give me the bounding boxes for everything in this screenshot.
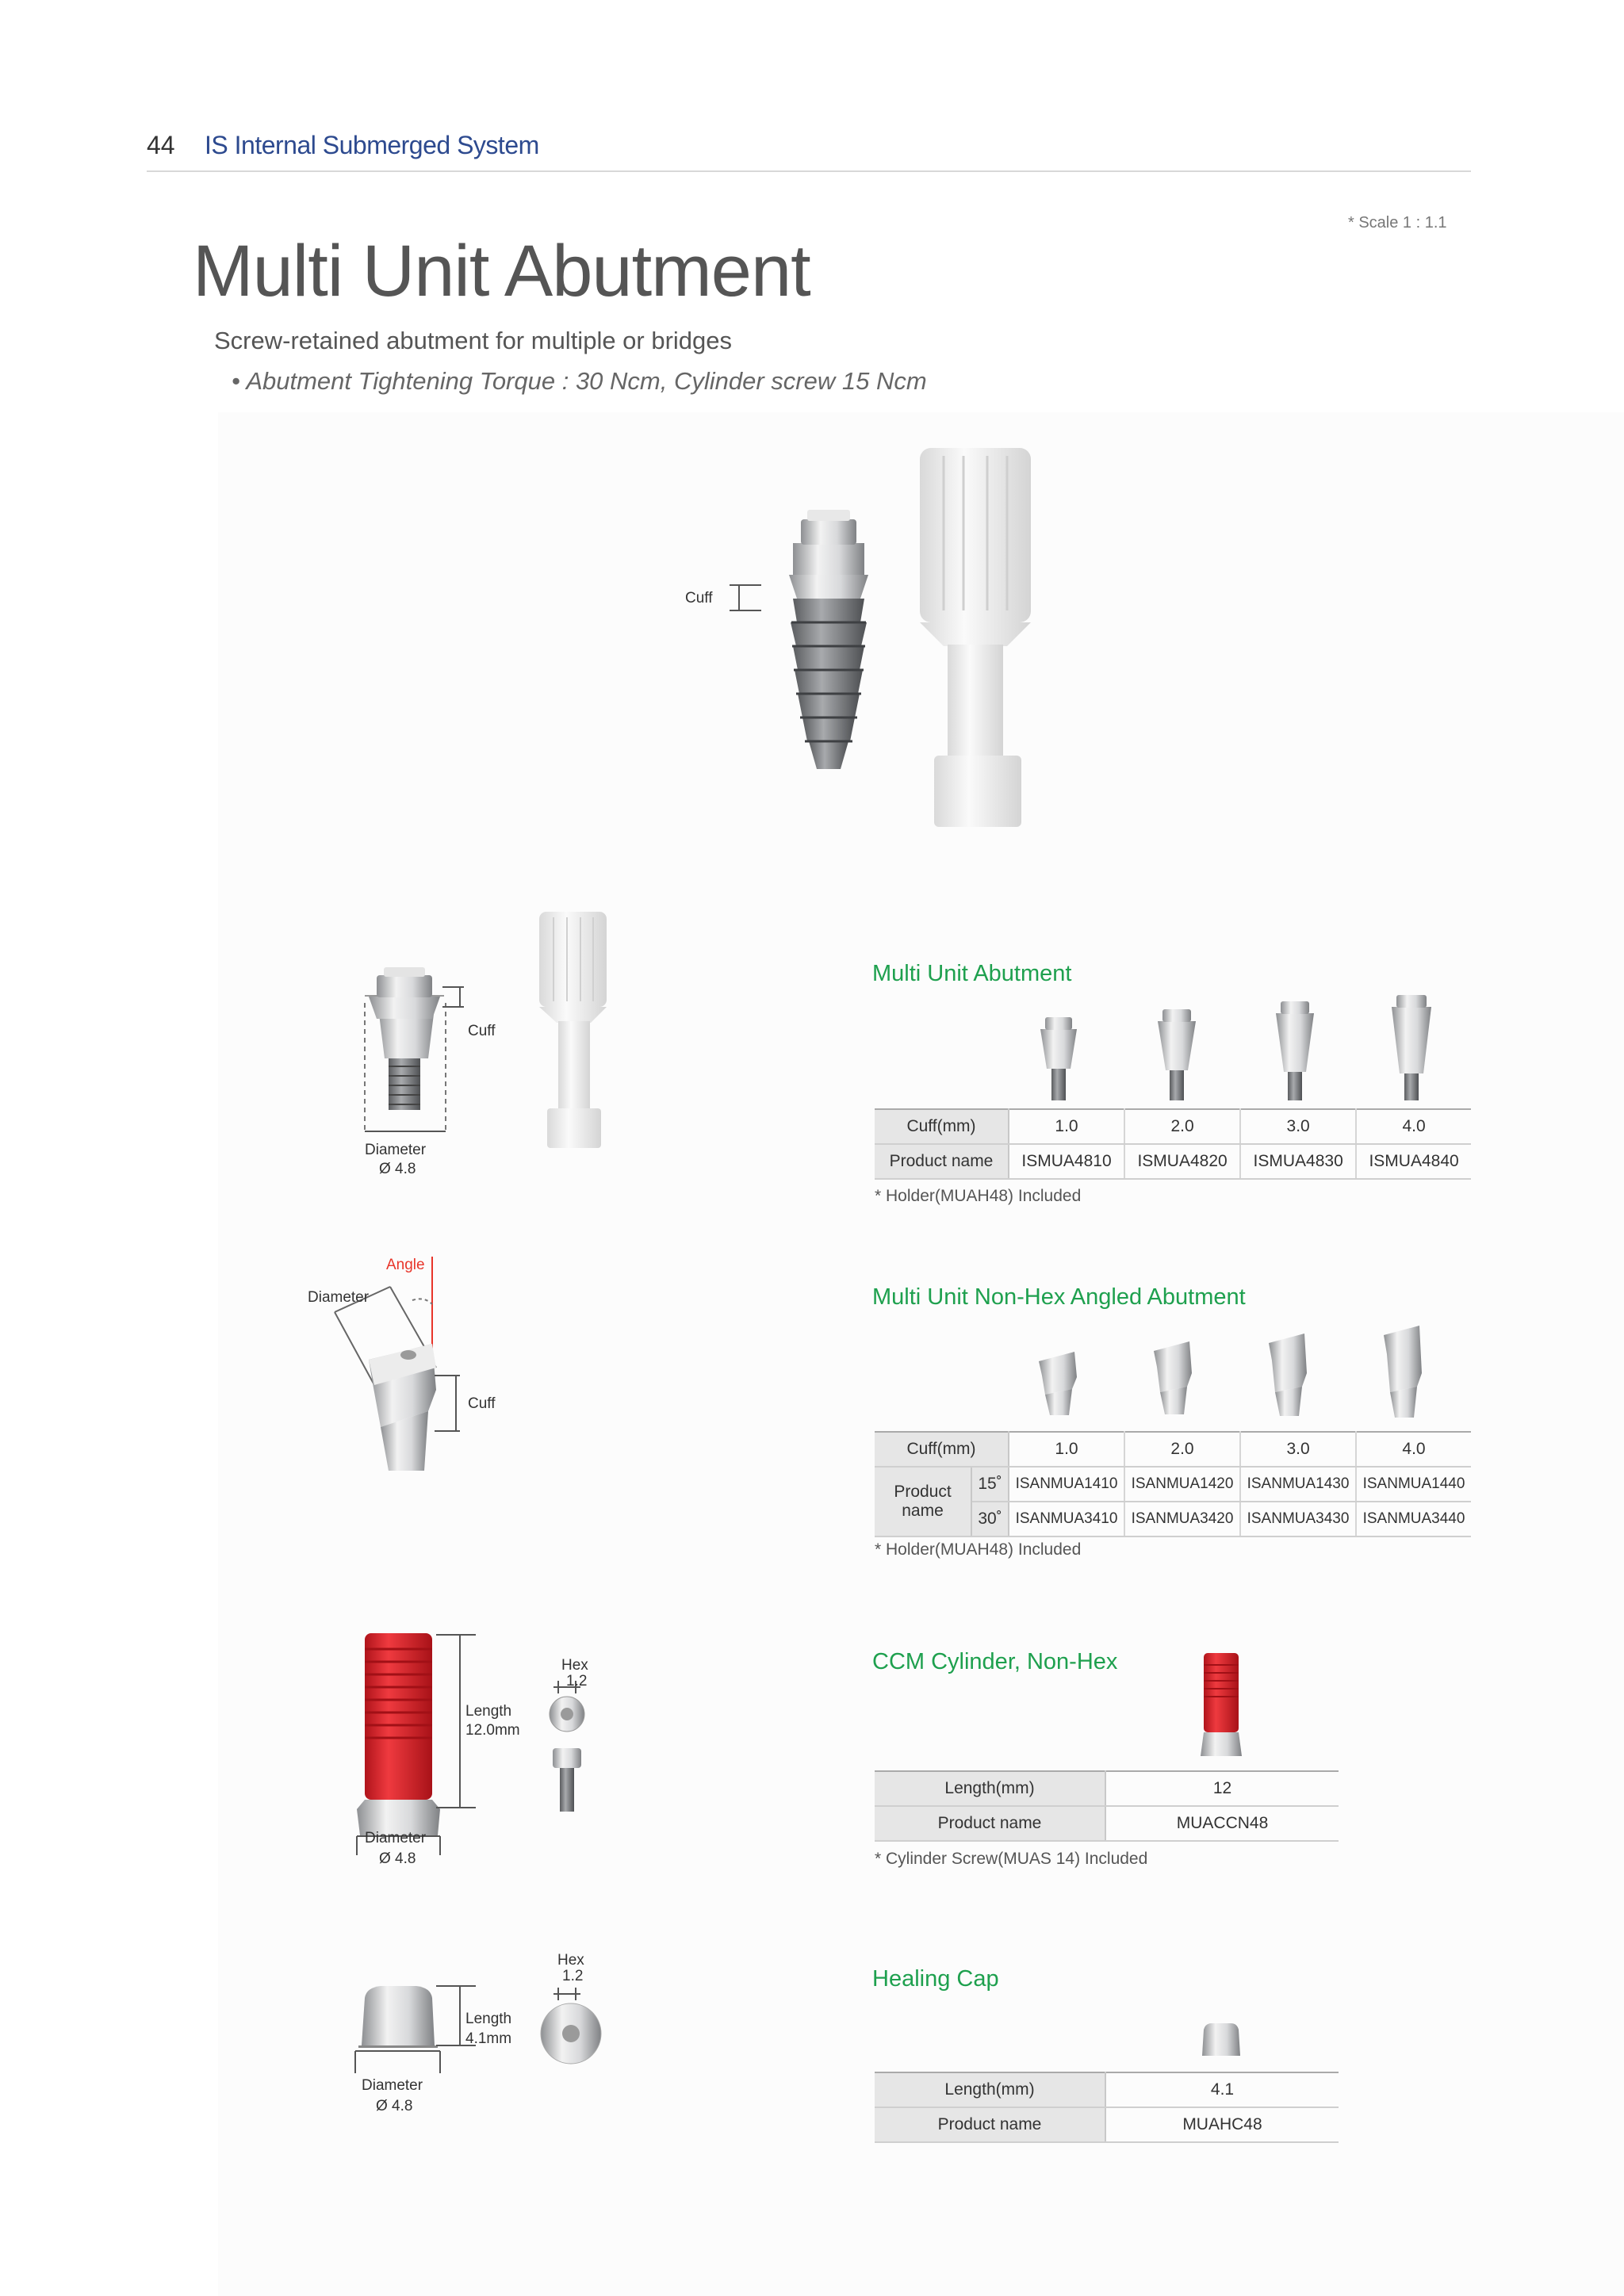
ccm-product-thumbnail <box>1197 1649 1245 1760</box>
table-cell: ISMUA4820 <box>1124 1144 1240 1179</box>
mua-product-thumbnails <box>1007 982 1483 1100</box>
page-number: 44 <box>147 131 175 159</box>
table-cell: ISANMUA1410 <box>1009 1467 1124 1502</box>
table-header-cell: Product name <box>875 1144 1009 1179</box>
table-cell: MUAHC48 <box>1105 2107 1339 2142</box>
mua-holder-note: * Holder(MUAH48) Included <box>875 1187 1082 1205</box>
table-header-cell: Product name <box>875 1806 1105 1841</box>
table-cell: ISMUA4810 <box>1009 1144 1124 1179</box>
scale-note: * Scale 1 : 1.1 <box>1348 214 1447 232</box>
table-row <box>875 2072 1339 2107</box>
mua-section-title: Multi Unit Abutment <box>872 961 1072 986</box>
table-row <box>875 1432 1471 1467</box>
running-header-title: IS Internal Submerged System <box>205 131 539 159</box>
table-cell: ISANMUA1430 <box>1240 1467 1356 1502</box>
angled-section-title: Multi Unit Non-Hex Angled Abutment <box>872 1284 1246 1310</box>
table-cell: 2.0 <box>1124 1432 1240 1467</box>
ccm-length-label: Length <box>465 1703 512 1720</box>
healing-hex-label: Hex <box>557 1952 584 1969</box>
table-cell: 1.0 <box>1009 1109 1124 1144</box>
table-header-cell: Product name <box>875 1467 971 1536</box>
mua-diameter-label: Diameter <box>365 1142 427 1158</box>
table-row <box>875 1144 1471 1179</box>
mua-spec-table <box>875 1108 1471 1180</box>
table-cell: 1.0 <box>1009 1432 1124 1467</box>
header-divider <box>147 170 1471 172</box>
mua-cuff-label: Cuff <box>468 1023 496 1039</box>
ccm-hex-value: 1.2 <box>566 1673 588 1689</box>
ccm-diameter-value: Ø 4.8 <box>379 1850 416 1867</box>
table-cell: ISANMUA3440 <box>1356 1502 1471 1536</box>
table-row <box>875 1467 1471 1502</box>
ccm-diameter-label: Diameter <box>365 1830 427 1846</box>
angled-holder-note: * Holder(MUAH48) Included <box>875 1540 1082 1559</box>
table-cell: 4.0 <box>1356 1432 1471 1467</box>
table-cell: ISANMUA1420 <box>1124 1467 1240 1502</box>
ccm-section-title: CCM Cylinder, Non-Hex <box>872 1649 1118 1674</box>
healing-cap-thumbnail <box>1197 2020 1245 2060</box>
angled-diameter-label: Diameter <box>308 1289 370 1306</box>
table-row <box>875 1771 1339 1806</box>
table-cell: 3.0 <box>1240 1432 1356 1467</box>
healing-length-label: Length <box>465 2011 512 2027</box>
table-cell: ISANMUA3430 <box>1240 1502 1356 1536</box>
ccm-spec-table <box>875 1770 1339 1842</box>
table-cell: ISANMUA1440 <box>1356 1467 1471 1502</box>
hero-implant-illustration <box>682 440 1063 828</box>
table-row <box>875 1109 1471 1144</box>
ccm-length-value: 12.0mm <box>465 1722 520 1739</box>
angled-dimension-diagram <box>301 1249 508 1487</box>
table-cell: MUACCN48 <box>1105 1806 1339 1841</box>
table-cell: ISMUA4840 <box>1356 1144 1471 1179</box>
healing-hex-value: 1.2 <box>562 1968 584 1984</box>
table-cell: ISANMUA3420 <box>1124 1502 1240 1536</box>
healing-section-title: Healing Cap <box>872 1966 999 1992</box>
torque-bullet: • Abutment Tightening Torque : 30 Ncm, Cylinder screw 15 Ncm <box>232 367 927 395</box>
table-cell: ISANMUA3410 <box>1009 1502 1124 1536</box>
healing-spec-table <box>875 2072 1339 2143</box>
table-cell: 3.0 <box>1240 1109 1356 1144</box>
table-cell: 2.0 <box>1124 1109 1240 1144</box>
table-cell: 12 <box>1105 1771 1339 1806</box>
table-header-cell: Length(mm) <box>875 1771 1105 1806</box>
table-header-cell: Cuff(mm) <box>875 1432 1009 1467</box>
angled-angle-label: Angle <box>386 1257 425 1273</box>
table-cell: ISMUA4830 <box>1240 1144 1356 1179</box>
table-header-cell: Product name <box>875 2107 1105 2142</box>
table-header-cell: Length(mm) <box>875 2072 1105 2107</box>
angled-spec-table <box>875 1431 1471 1537</box>
table-row <box>875 1806 1339 1841</box>
angle-15-cell: 15˚ <box>971 1467 1009 1502</box>
ccm-screw-note: * Cylinder Screw(MUAS 14) Included <box>875 1850 1148 1868</box>
hero-cuff-label: Cuff <box>685 590 713 607</box>
healing-diameter-label: Diameter <box>362 2077 423 2094</box>
table-row <box>875 2107 1339 2142</box>
healing-length-value: 4.1mm <box>465 2030 512 2047</box>
healing-diameter-value: Ø 4.8 <box>376 2098 413 2114</box>
page-title: Multi Unit Abutment <box>193 231 810 312</box>
angle-30-cell: 30˚ <box>971 1502 1009 1536</box>
angled-product-thumbnails <box>1023 1318 1467 1421</box>
table-header-cell: Cuff(mm) <box>875 1109 1009 1144</box>
mua-diameter-value: Ø 4.8 <box>379 1161 416 1177</box>
table-cell: 4.1 <box>1105 2072 1339 2107</box>
angled-cuff-label: Cuff <box>468 1395 496 1412</box>
ccm-hex-label: Hex <box>561 1657 588 1674</box>
table-cell: 4.0 <box>1356 1109 1471 1144</box>
page-subtitle: Screw-retained abutment for multiple or bridges <box>214 327 733 354</box>
